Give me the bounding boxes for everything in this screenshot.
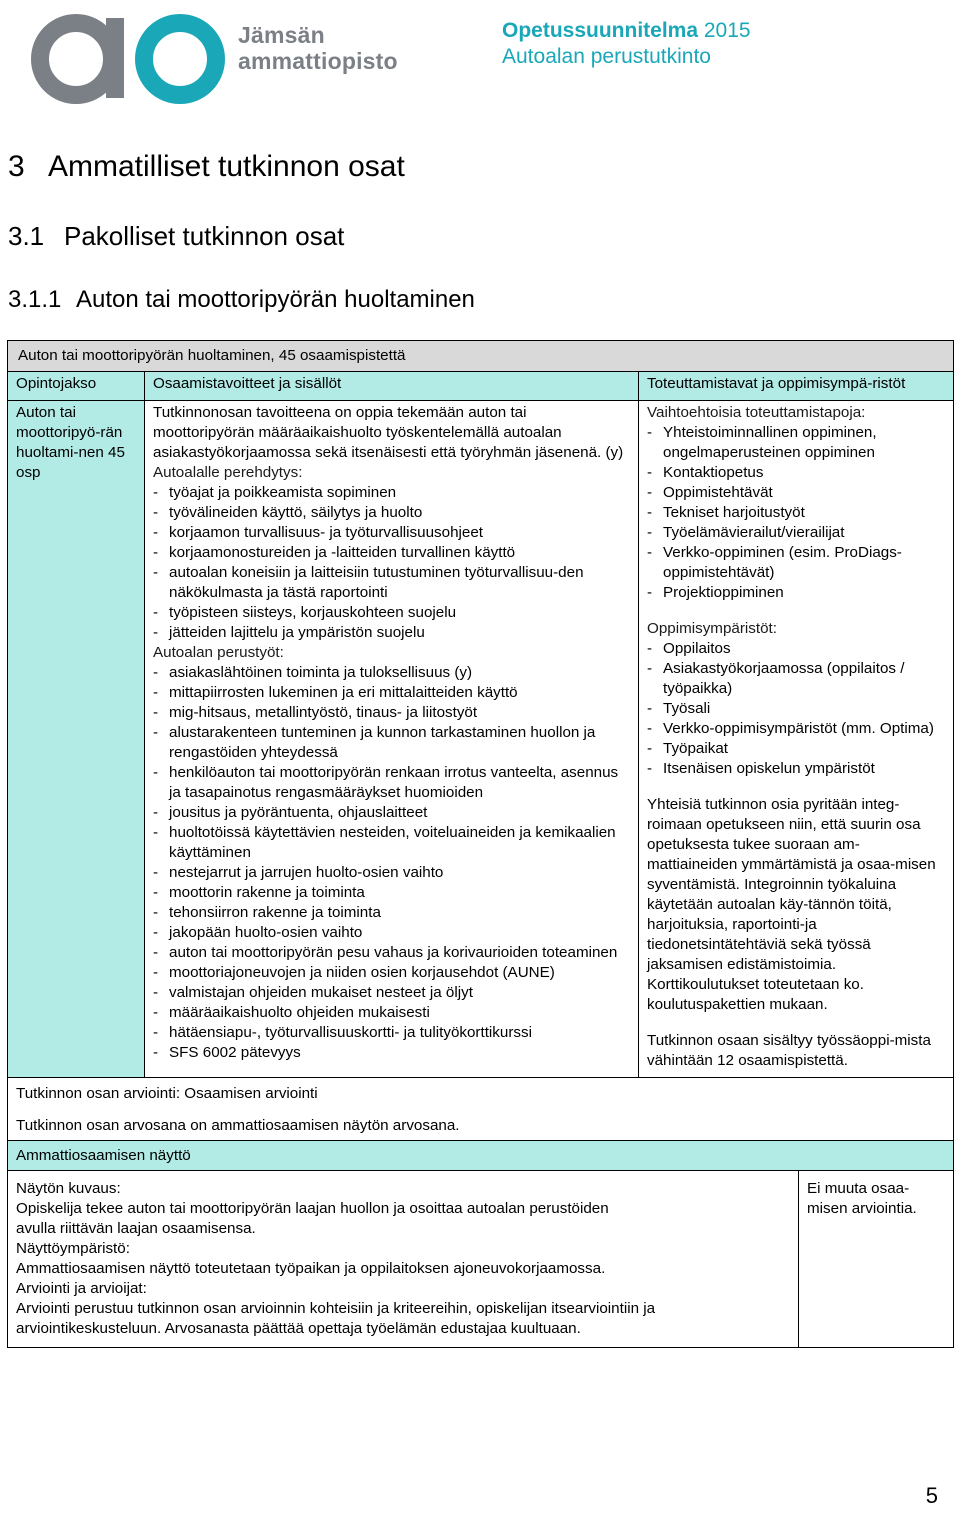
list-item: - Itsenäisen opiskelun ympäristöt: [647, 759, 945, 779]
list-item: - asiakaslähtöinen toiminta ja tuloksellisuus (y): [153, 663, 630, 683]
list-item: - jakopään huolto-osien vaihto: [153, 923, 630, 943]
list-item: - Verkko-oppimisympäristöt (mm. Optima): [647, 719, 945, 739]
list-item: - hätäensiapu-, työturvallisuuskortti- ja tulityökorttikurssi: [153, 1023, 630, 1043]
list-item: - Työpaikat: [647, 739, 945, 759]
heading-level-2: [8, 221, 344, 252]
list-item: - nestejarrut ja jarrujen huolto-osien vaihto: [153, 863, 630, 883]
list-item: - alustarakenteen tunteminen ja kunnon tarkastaminen huollon ja rengastöiden yhteydessä: [153, 723, 630, 763]
document-header-title: [502, 18, 802, 70]
basic-work-list: [153, 663, 630, 1063]
goals-cell: [145, 401, 639, 1078]
col-header-module: Opintojakso: [8, 372, 145, 401]
page-header: [0, 0, 960, 110]
page-number: 5: [925, 1483, 938, 1508]
list-item: - määräaikaishuolto ohjeiden mukaisesti: [153, 1003, 630, 1023]
work-learning-text: Tutkinnon osaan sisältyy työssäoppi-mista vähintään 12 osaamispistettä.: [647, 1032, 931, 1069]
list-item: - korjaamonostureiden ja -laitteiden turvallinen käyttö: [153, 543, 630, 563]
doc-subtitle: Autoalan perustutkinto: [502, 45, 711, 68]
doc-year: 2015: [703, 19, 751, 42]
list-item: - autoalan koneisiin ja laitteisiin tutustuminen työturvallisuu-den näkökulmasta ja tästä raportointi: [153, 563, 630, 603]
other-assessment-cell: Ei muuta osaa-misen arviointia.: [799, 1171, 954, 1348]
list-item: - Projektioppiminen: [647, 583, 945, 603]
list-item: - jätteiden lajittelu ja ympäristön suojelu: [153, 623, 630, 643]
heading-level-3: [8, 286, 475, 314]
list-item: - moottorin rakenne ja toiminta: [153, 883, 630, 903]
list-item: - tehonsiirron rakenne ja toiminta: [153, 903, 630, 923]
assessment-heading: Tutkinnon osan arviointi: Osaamisen arviointi: [8, 1078, 954, 1107]
list-item: - korjaamon turvallisuus- ja työturvallisuusohjeet: [153, 523, 630, 543]
orientation-list: [153, 483, 630, 643]
heading-1-number: 3: [8, 150, 25, 183]
module-name-cell: Auton tai moottoripyö-rän huoltami-nen 45 osp: [8, 401, 145, 1078]
methods-heading: Vaihtoehtoisia toteuttamistapoja:: [647, 404, 866, 421]
heading-2-text: Pakolliset tutkinnon osat: [64, 221, 345, 251]
grade-row: [8, 1106, 954, 1141]
list-item: - Oppimistehtävät: [647, 483, 945, 503]
goal-text: Tutkinnonosan tavoitteena on oppia tekemään auton tai moottoripyörän määräaikaishuolto työskentelemällä autoalan asiakastyökorjaamossa sekä itsenäisesti että työryhmän jäsenenä. (y): [153, 404, 624, 461]
list-item: - työvälineiden käyttö, säilytys ja huolto: [153, 503, 630, 523]
methods-cell: [639, 401, 954, 1078]
list-item: - valmistajan ohjeiden mukaiset nesteet ja öljyt: [153, 983, 630, 1003]
integration-text: Yhteisiä tutkinnon osia pyritään integ-roimaan opetukseen niin, että suurin osa opetuksesta tukee suoraan am-mattiaineiden ymmärtämistä ja osaa-misen syventämistä. Integroinnin työkaluina käytetään autoalan käy-tännön töitä, harjoituksia, raportointi-ja tiedonetsintätehtäviä sekä työssä jaksamisen edistämistoimia. Korttikoulutukset toteutetaan ko. koulutuspakettien mukaan.: [647, 796, 936, 1013]
demo-description-heading: Näytön kuvaus:: [16, 1180, 121, 1197]
list-item: - työajat ja poikkeamista sopiminen: [153, 483, 630, 503]
list-item: - SFS 6002 pätevyys: [153, 1043, 630, 1063]
list-item: - moottoriajoneuvojen ja niiden osien korjausehdot (AUNE): [153, 963, 630, 983]
environments-list: [647, 639, 945, 779]
list-item: - huoltotöissä käytettävien nesteiden, voiteluaineiden ja kemikaalien käyttäminen: [153, 823, 630, 863]
demo-content-row: [8, 1171, 954, 1348]
demo-environment-heading: Näyttöympäristö:: [16, 1240, 130, 1257]
assessment-head-row: [8, 1078, 954, 1107]
table-content-row: [8, 401, 954, 1078]
col-header-methods: Toteuttamistavat ja oppimisympä-ristöt: [639, 372, 954, 401]
basic-work-heading: Autoalan perustyöt:: [153, 644, 284, 661]
list-item: - Tekniset harjoitustyöt: [647, 503, 945, 523]
demo-heading: Ammattiosaamisen näyttö: [8, 1141, 954, 1171]
curriculum-table: [7, 340, 954, 1348]
heading-3-number: 3.1.1: [8, 286, 62, 313]
demo-head-row: [8, 1141, 954, 1171]
heading-3-text: Auton tai moottoripyörän huoltaminen: [76, 286, 475, 313]
demo-evaluation-text: Arviointi perustuu tutkinnon osan arvioinnin kohteisiin ja kriteereihin, opiskelijan itsearviointiin ja arviointikeskusteluun. Arvosanasta päättää opettaja työelämän edustajaa kuultuaan.: [16, 1300, 656, 1337]
demo-evaluation-heading: Arviointi ja arvioijat:: [16, 1280, 147, 1297]
table-title-row: [8, 341, 954, 372]
grade-text: Tutkinnon osan arvosana on ammattiosaamisen näytön arvosana.: [8, 1106, 954, 1141]
demo-description-text: Opiskelija tekee auton tai moottoripyörän laajan huollon ja osoittaa autoalan perustöiden avulla riittävän laajan osaamisensa.: [16, 1200, 609, 1237]
list-item: - mittapiirrosten lukeminen ja eri mittalaitteiden käyttö: [153, 683, 630, 703]
list-item: - Yhteistoiminnallinen oppiminen, ongelmaperusteinen oppiminen: [647, 423, 945, 463]
doc-title: Opetussuunnitelma: [502, 19, 699, 42]
list-item: - jousitus ja pyöräntuenta, ohjauslaitteet: [153, 803, 630, 823]
heading-level-1: [8, 150, 405, 184]
list-item: - mig-hitsaus, metallintyöstö, tinaus- ja liitostyöt: [153, 703, 630, 723]
heading-2-number: 3.1: [8, 221, 45, 251]
col-header-goals: Osaamistavoitteet ja sisällöt: [145, 372, 639, 401]
demo-content-cell: [8, 1171, 799, 1348]
list-item: - Työelämävierailut/vierailijat: [647, 523, 945, 543]
orientation-heading: Autoalalle perehdytys:: [153, 464, 303, 481]
list-item: - Oppilaitos: [647, 639, 945, 659]
heading-1-text: Ammatilliset tutkinnon osat: [48, 150, 405, 183]
demo-environment-text: Ammattiosaamisen näyttö toteutetaan työpaikan ja oppilaitoksen ajoneuvokorjaamossa.: [16, 1260, 606, 1277]
list-item: - auton tai moottoripyörän pesu vahaus ja korivaurioiden toteaminen: [153, 943, 630, 963]
list-item: - Työsali: [647, 699, 945, 719]
logo-line-2: ammattiopisto: [238, 48, 398, 74]
logo-wordmark: [238, 22, 398, 74]
list-item: - henkilöauton tai moottoripyörän renkaan irrotus vanteelta, asennus ja tasapainotus rengasmääräykset huomioiden: [153, 763, 630, 803]
list-item: - Asiakastyökorjaamossa (oppilaitos / työpaikka): [647, 659, 945, 699]
table-title: Auton tai moottoripyörän huoltaminen, 45 osaamispistettä: [8, 341, 954, 372]
list-item: - työpisteen siisteys, korjauskohteen suojelu: [153, 603, 630, 623]
methods-list: [647, 423, 945, 603]
list-item: - Verkko-oppiminen (esim. ProDiags-oppimistehtävät): [647, 543, 945, 583]
table-header-row: [8, 372, 954, 401]
list-item: - Kontaktiopetus: [647, 463, 945, 483]
logo-line-1: Jämsän: [238, 22, 325, 48]
environments-heading: Oppimisympäristöt:: [647, 620, 777, 637]
